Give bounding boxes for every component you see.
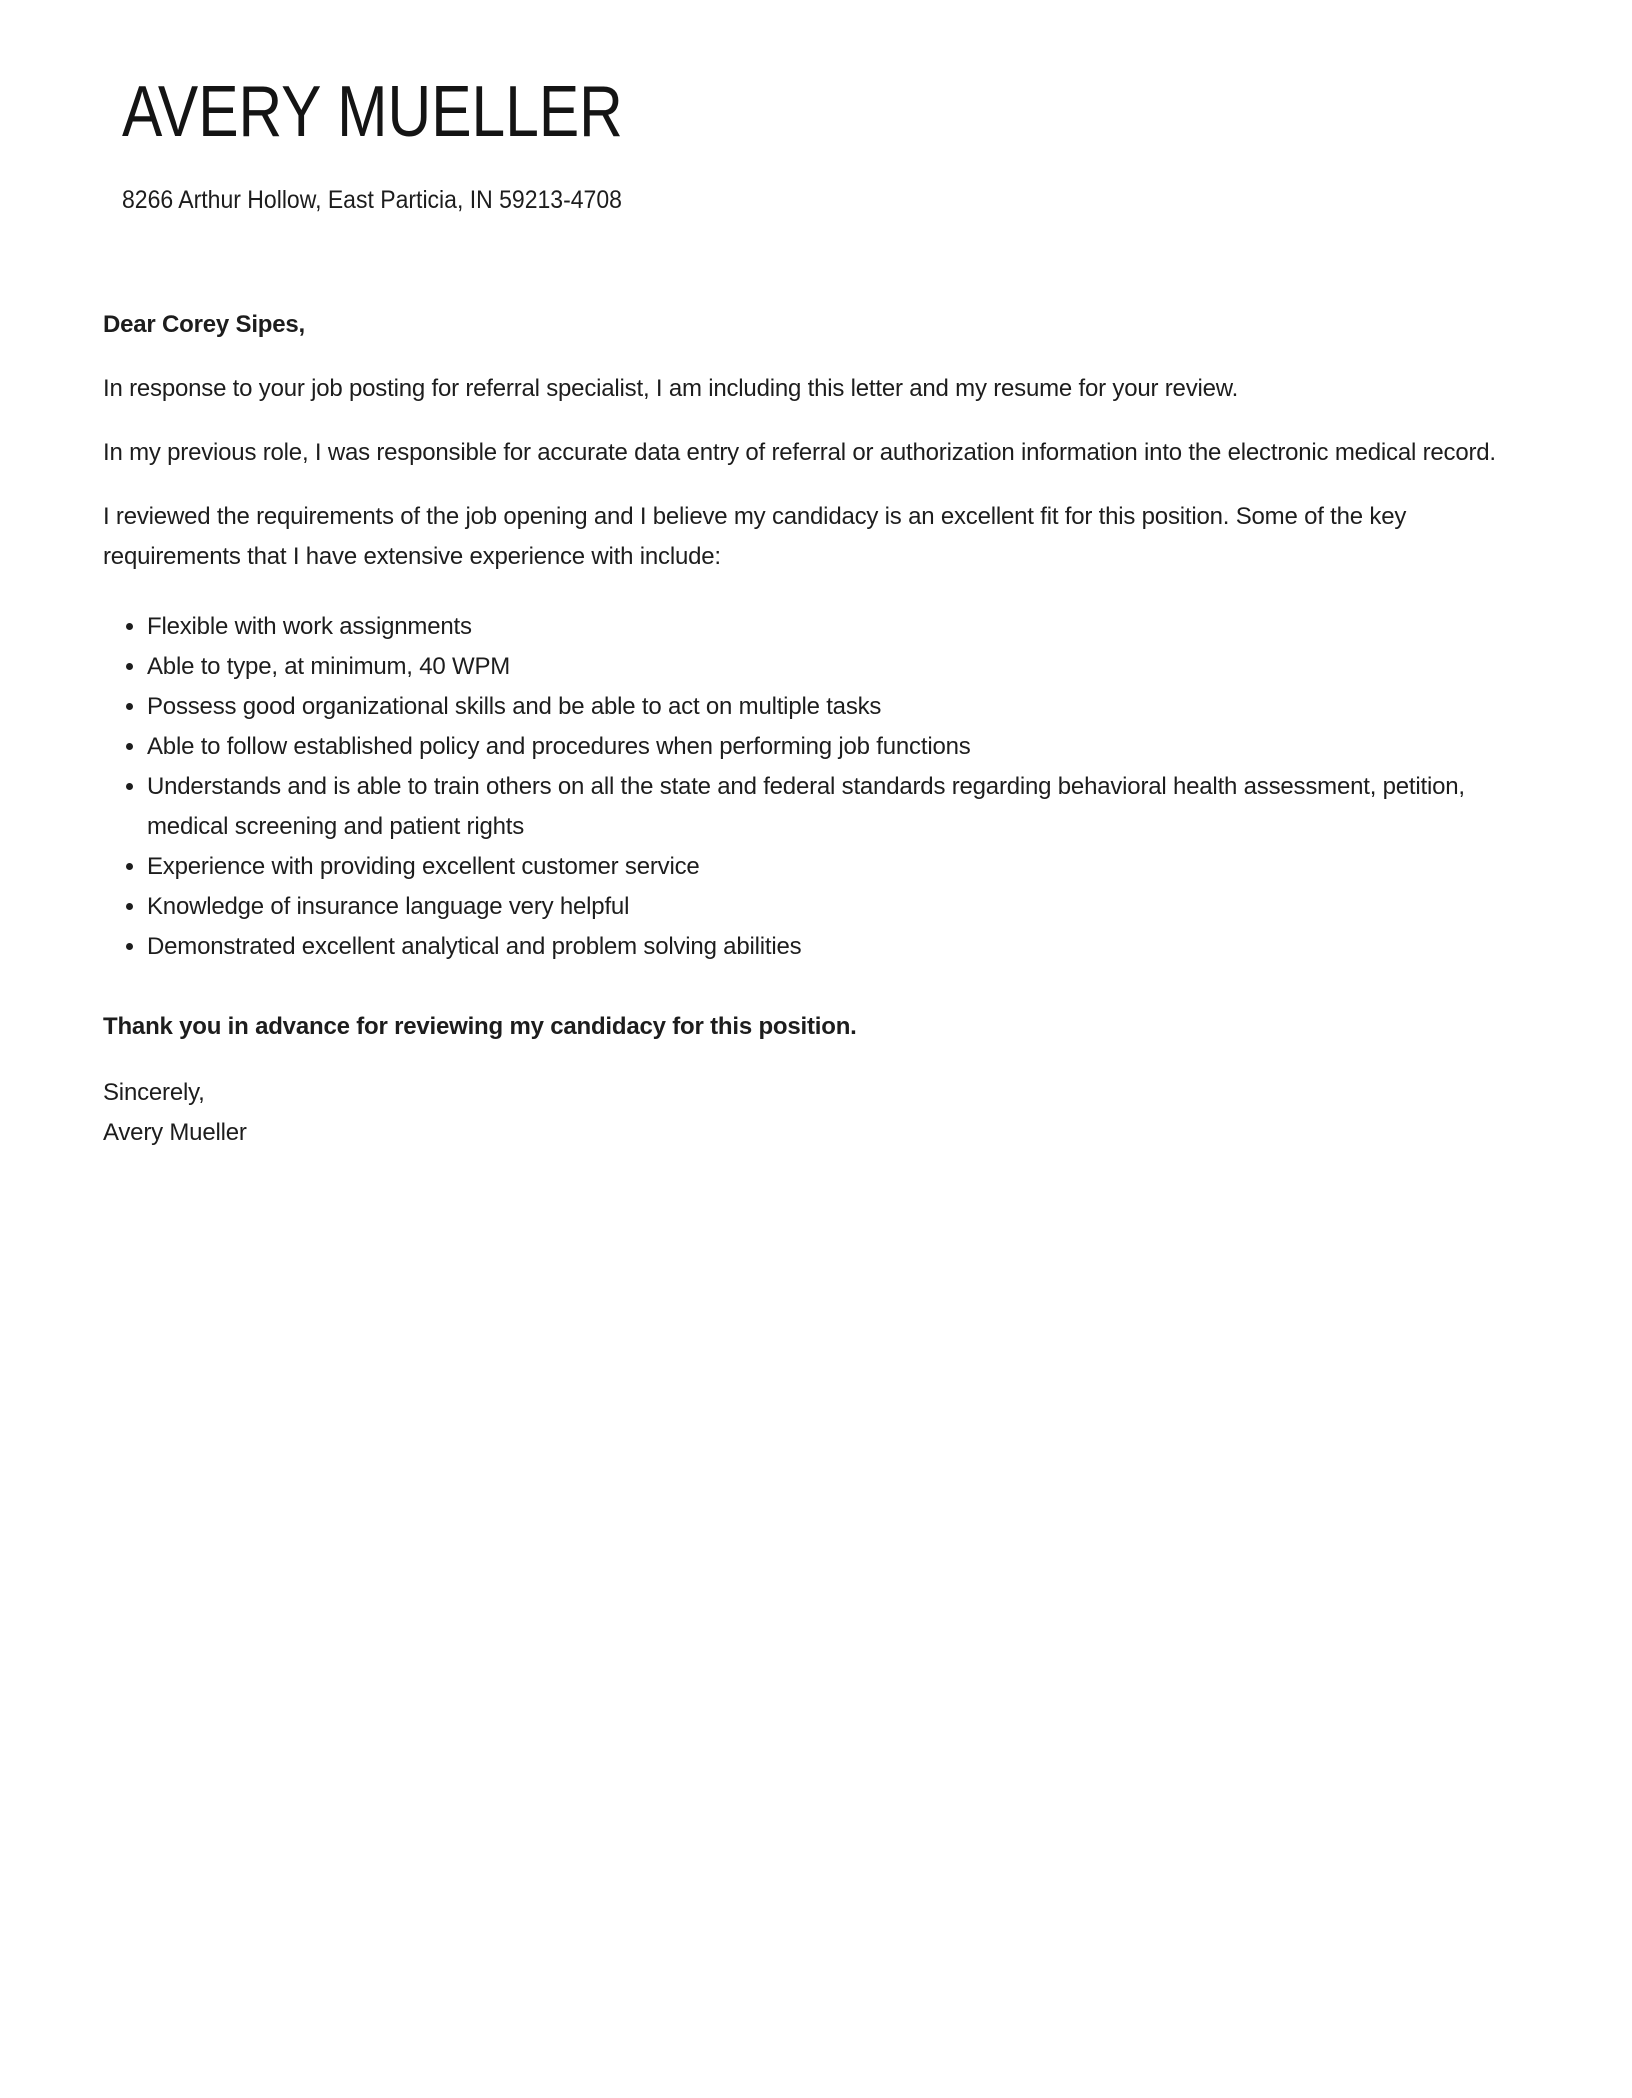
list-item-text: Able to follow established policy and procedures when performing job functions: [147, 732, 971, 760]
list-item-text: Understands and is able to train others on all the state and federal standards regarding behavioral health assessment, petition, medical screening and patient rights: [147, 772, 1465, 840]
closing-line: Thank you in advance for reviewing my candidacy for this position.: [103, 1012, 857, 1040]
candidate-name-title: AVERY MUELLER: [122, 72, 623, 152]
list-item: [147, 927, 1523, 967]
list-item-text: Flexible with work assignments: [147, 612, 472, 640]
list-item-text: Experience with providing excellent customer service: [147, 852, 700, 880]
list-item-text: Demonstrated excellent analytical and problem solving abilities: [147, 932, 802, 960]
signoff: Sincerely,: [103, 1078, 205, 1106]
paragraph-intro: In response to your job posting for referral specialist, I am including this letter and my resume for your review.: [103, 374, 1239, 402]
list-item: [147, 647, 1523, 687]
list-item: [147, 727, 1523, 767]
list-item: [147, 887, 1523, 927]
list-item-text: Knowledge of insurance language very helpful: [147, 892, 630, 920]
list-item-text: Possess good organizational skills and be able to act on multiple tasks: [147, 692, 882, 720]
list-item-text: Able to type, at minimum, 40 WPM: [147, 652, 511, 680]
letter-body: [0, 305, 1632, 1153]
list-item: [147, 847, 1523, 887]
candidate-address: 8266 Arthur Hollow, East Particia, IN 59213-4708: [122, 186, 622, 214]
salutation: Dear Corey Sipes,: [103, 310, 306, 338]
list-item: [147, 687, 1523, 727]
list-item: [147, 767, 1523, 847]
signature-name: Avery Mueller: [103, 1118, 247, 1146]
paragraph-requirements-lead: I reviewed the requirements of the job opening and I believe my candidacy is an excellent fit for this position. Some of the key requirements that I have extensive experience with include:: [103, 502, 1407, 570]
paragraph-previous-role: In my previous role, I was responsible for accurate data entry of referral or authorization information into the electronic medical record.: [103, 438, 1496, 466]
requirements-list: [103, 607, 1523, 967]
list-item: [147, 607, 1523, 647]
letter-header: [0, 0, 1632, 217]
signoff-block: [103, 1073, 1523, 1153]
